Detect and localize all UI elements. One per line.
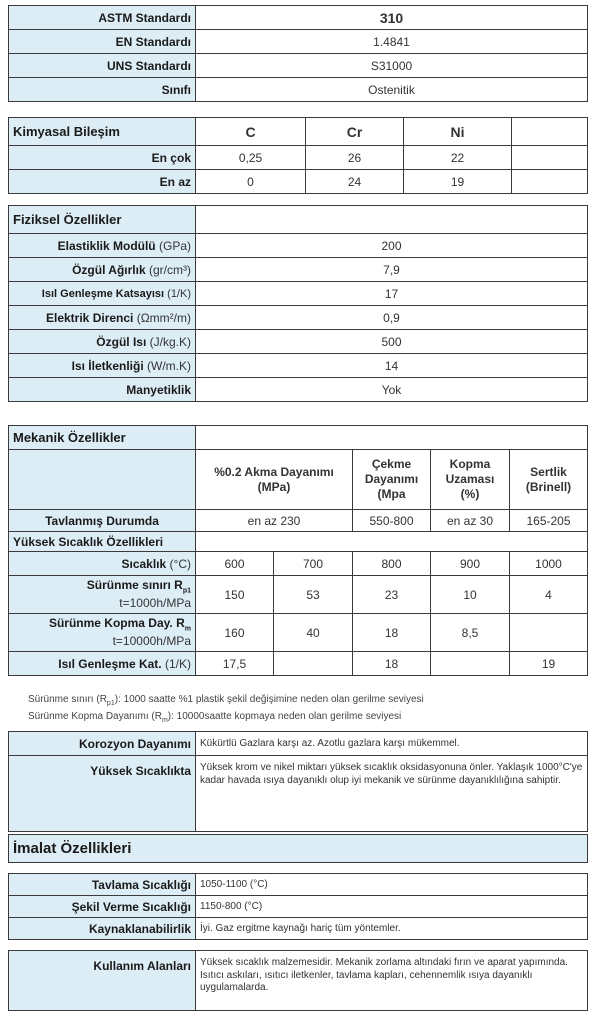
thermal-expansion-label-text: Isıl Genleşme Kat. bbox=[58, 656, 162, 671]
rupture-unit: t=10000h/MPa bbox=[112, 634, 191, 649]
physical-label-text: Manyetiklik bbox=[126, 382, 191, 397]
annealed-value: 165-205 bbox=[510, 510, 588, 532]
physical-unit: (Ωmm²/m) bbox=[136, 310, 191, 325]
high-temp-corrosion-value: Yüksek krom ve nikel miktarı yüksek sıcaklık oksidasyonuna önler. Yaklaşık 1000°C'ye kadar havada ısıya dayanıklı olup iyi mekanik ve sürünme dayanıklılığına sahiptir. bbox=[196, 756, 588, 832]
mechanical-header-row bbox=[9, 426, 588, 450]
physical-label-text: Elektrik Direnci bbox=[46, 310, 134, 325]
physical-row bbox=[9, 354, 588, 378]
physical-value: 0,9 bbox=[196, 306, 588, 330]
standard-row bbox=[9, 54, 588, 78]
rupture-value: 8,5 bbox=[431, 614, 510, 652]
usage-value: Yüksek sıcaklık malzemesidir. Mekanik zorlama altındaki fırın ve aparat yapımında. Isıtıcı askıları, ısıtıcı iletkenler, tavlama kapları, cehennemlik ısıya dayanıklı uygulamalarda. bbox=[196, 951, 588, 1011]
chemical-value: 0,25 bbox=[196, 146, 306, 170]
thermal-expansion-value: 19 bbox=[510, 652, 588, 676]
annealed-label: Tavlanmış Durumda bbox=[9, 510, 196, 532]
thermal-expansion-value: 17,5 bbox=[196, 652, 274, 676]
thermal-expansion-value: 18 bbox=[353, 652, 431, 676]
usage-label: Kullanım Alanları bbox=[9, 951, 196, 1011]
manufacturing-table bbox=[8, 873, 588, 940]
chemical-row bbox=[9, 146, 588, 170]
annealed-value: 550-800 bbox=[353, 510, 431, 532]
creep-label bbox=[9, 576, 196, 614]
creep-subscript: p1 bbox=[182, 587, 191, 595]
rupture-subscript: m bbox=[184, 625, 191, 633]
creep-unit: t=1000h/MPa bbox=[119, 596, 191, 611]
chemical-value: 24 bbox=[306, 170, 404, 194]
physical-unit: (W/m.K) bbox=[147, 358, 191, 373]
manufacturing-value: 1150-800 (°C) bbox=[196, 896, 588, 918]
chemical-row-label: En az bbox=[9, 170, 196, 194]
physical-label bbox=[9, 354, 196, 378]
physical-label-text: Elastiklik Modülü bbox=[57, 238, 156, 253]
physical-table bbox=[8, 205, 588, 402]
chemical-row bbox=[9, 170, 588, 194]
physical-label bbox=[9, 306, 196, 330]
mechanical-title: Mekanik Özellikler bbox=[9, 426, 196, 450]
manufacturing-row bbox=[9, 896, 588, 918]
rupture-note-subscript: m bbox=[161, 717, 168, 724]
chemical-value: 22 bbox=[404, 146, 512, 170]
corrosion-row bbox=[9, 732, 588, 756]
physical-label bbox=[9, 378, 196, 402]
chemical-header-row bbox=[9, 118, 588, 146]
chemical-title: Kimyasal Bileşim bbox=[9, 118, 196, 146]
manufacturing-label: Tavlama Sıcaklığı bbox=[9, 874, 196, 896]
creep-value: 10 bbox=[431, 576, 510, 614]
physical-label-text: Özgül Isı bbox=[96, 334, 147, 349]
thermal-expansion-row bbox=[9, 652, 588, 676]
manufacturing-header-row bbox=[9, 835, 588, 863]
rupture-row bbox=[9, 614, 588, 652]
manufacturing-title: İmalat Özellikleri bbox=[9, 835, 588, 863]
annealed-value: en az 30 bbox=[431, 510, 510, 532]
high-temp-corrosion-label: Yüksek Sıcaklıkta bbox=[9, 756, 196, 832]
rupture-value: 40 bbox=[274, 614, 353, 652]
manufacturing-row bbox=[9, 918, 588, 940]
creep-note-subscript: p1 bbox=[106, 700, 115, 707]
elongation-header: Kopma Uzaması (%) bbox=[431, 450, 510, 510]
physical-value: 17 bbox=[196, 282, 588, 306]
temperature-row bbox=[9, 552, 588, 576]
manufacturing-label: Kaynaklanabilirlik bbox=[9, 918, 196, 940]
standard-label: Sınıfı bbox=[9, 78, 196, 102]
thermal-expansion-value bbox=[274, 652, 353, 676]
creep-value: 4 bbox=[510, 576, 588, 614]
thermal-expansion-unit: (1/K) bbox=[164, 656, 191, 671]
physical-unit: (gr/cm³) bbox=[149, 262, 191, 277]
standard-label: EN Standardı bbox=[9, 30, 196, 54]
physical-label bbox=[9, 330, 196, 354]
physical-label bbox=[9, 234, 196, 258]
high-temp-header-row bbox=[9, 532, 588, 552]
physical-label bbox=[9, 282, 196, 306]
empty-cell bbox=[196, 426, 588, 450]
chemical-table bbox=[8, 117, 588, 194]
mechanical-colheader-row bbox=[9, 450, 588, 510]
rupture-note-b: ): 10000saatte kopmaya neden olan gerilme seviyesi bbox=[167, 711, 402, 722]
temperature-value: 600 bbox=[196, 552, 274, 576]
empty-cell bbox=[196, 532, 588, 552]
creep-value: 53 bbox=[274, 576, 353, 614]
corrosion-value: Kükürtlü Gazlara karşı az. Azotlu gazlara karşı mükemmel. bbox=[196, 732, 588, 756]
high-temp-corrosion-row bbox=[9, 756, 588, 832]
standard-label: UNS Standardı bbox=[9, 54, 196, 78]
yield-header: %0.2 Akma Dayanımı (MPa) bbox=[196, 450, 353, 510]
chemical-row-label: En çok bbox=[9, 146, 196, 170]
physical-label bbox=[9, 258, 196, 282]
creep-note-b: ): 1000 saatte %1 plastik şekil değişimine neden olan gerilme seviyesi bbox=[114, 694, 424, 705]
standard-value: 1.4841 bbox=[196, 30, 588, 54]
manufacturing-row bbox=[9, 874, 588, 896]
temperature-value: 700 bbox=[274, 552, 353, 576]
empty-cell bbox=[196, 206, 588, 234]
temperature-value: 900 bbox=[431, 552, 510, 576]
manufacturing-value: İyi. Gaz ergitme kaynağı hariç tüm yöntemler. bbox=[196, 918, 588, 940]
chemical-value: 0 bbox=[196, 170, 306, 194]
chemical-value bbox=[512, 146, 588, 170]
high-temp-title: Yüksek Sıcaklık Özellikleri bbox=[9, 532, 196, 552]
rupture-note-a: Sürünme Kopma Dayanımı (R bbox=[28, 711, 162, 722]
mechanical-table bbox=[8, 425, 588, 676]
physical-row bbox=[9, 330, 588, 354]
hardness-header: Sertlik (Brinell) bbox=[510, 450, 588, 510]
physical-value: Yok bbox=[196, 378, 588, 402]
standard-row bbox=[9, 30, 588, 54]
element-header bbox=[512, 118, 588, 146]
physical-unit: (GPa) bbox=[158, 238, 191, 253]
rupture-value: 18 bbox=[353, 614, 431, 652]
standard-row bbox=[9, 78, 588, 102]
rupture-label bbox=[9, 614, 196, 652]
physical-row bbox=[9, 282, 588, 306]
chemical-value: 19 bbox=[404, 170, 512, 194]
creep-value: 150 bbox=[196, 576, 274, 614]
rupture-value: 160 bbox=[196, 614, 274, 652]
thermal-expansion-label bbox=[9, 652, 196, 676]
corrosion-label: Korozyon Dayanımı bbox=[9, 732, 196, 756]
tensile-header: Çekme Dayanımı (Mpa bbox=[353, 450, 431, 510]
physical-label-text: Isıl Genleşme Katsayısı bbox=[41, 287, 165, 300]
physical-value: 500 bbox=[196, 330, 588, 354]
standard-label: ASTM Standardı bbox=[9, 6, 196, 30]
manufacturing-label: Şekil Verme Sıcaklığı bbox=[9, 896, 196, 918]
standard-row bbox=[9, 6, 588, 30]
thermal-expansion-value bbox=[431, 652, 510, 676]
physical-value: 200 bbox=[196, 234, 588, 258]
physical-unit: (1/K) bbox=[167, 287, 191, 300]
annealed-row bbox=[9, 510, 588, 532]
standard-value: S31000 bbox=[196, 54, 588, 78]
manufacturing-title-table bbox=[8, 834, 588, 863]
physical-row bbox=[9, 234, 588, 258]
standard-value: Ostenitik bbox=[196, 78, 588, 102]
physical-row bbox=[9, 258, 588, 282]
physical-value: 14 bbox=[196, 354, 588, 378]
temperature-unit: (°C) bbox=[169, 556, 191, 571]
physical-row bbox=[9, 378, 588, 402]
annealed-value: en az 230 bbox=[196, 510, 353, 532]
rupture-note bbox=[28, 711, 401, 724]
physical-value: 7,9 bbox=[196, 258, 588, 282]
chemical-value: 26 bbox=[306, 146, 404, 170]
temperature-label bbox=[9, 552, 196, 576]
corrosion-table bbox=[8, 731, 588, 832]
element-header: C bbox=[196, 118, 306, 146]
physical-label-text: Özgül Ağırlık bbox=[72, 262, 146, 277]
temperature-label-text: Sıcaklık bbox=[121, 556, 167, 571]
element-header: Cr bbox=[306, 118, 404, 146]
rupture-label-text: Sürünme Kopma Day. R bbox=[48, 615, 185, 630]
usage-row bbox=[9, 951, 588, 1011]
standard-value: 310 bbox=[196, 6, 588, 30]
physical-title: Fiziksel Özellikler bbox=[9, 206, 196, 234]
usage-table bbox=[8, 950, 588, 1011]
physical-header-row bbox=[9, 206, 588, 234]
creep-row bbox=[9, 576, 588, 614]
empty-cell bbox=[9, 450, 196, 510]
element-header: Ni bbox=[404, 118, 512, 146]
temperature-value: 1000 bbox=[510, 552, 588, 576]
manufacturing-value: 1050-1100 (°C) bbox=[196, 874, 588, 896]
physical-row bbox=[9, 306, 588, 330]
creep-note-a: Sürünme sınırı (R bbox=[28, 694, 107, 705]
creep-value: 23 bbox=[353, 576, 431, 614]
creep-note bbox=[28, 694, 424, 707]
physical-unit: (J/kg.K) bbox=[149, 334, 191, 349]
creep-label-text: Sürünme sınırı R bbox=[86, 577, 183, 592]
rupture-value bbox=[510, 614, 588, 652]
temperature-value: 800 bbox=[353, 552, 431, 576]
standards-table bbox=[8, 5, 588, 102]
physical-label-text: Isı İletkenliği bbox=[71, 358, 144, 373]
chemical-value bbox=[512, 170, 588, 194]
